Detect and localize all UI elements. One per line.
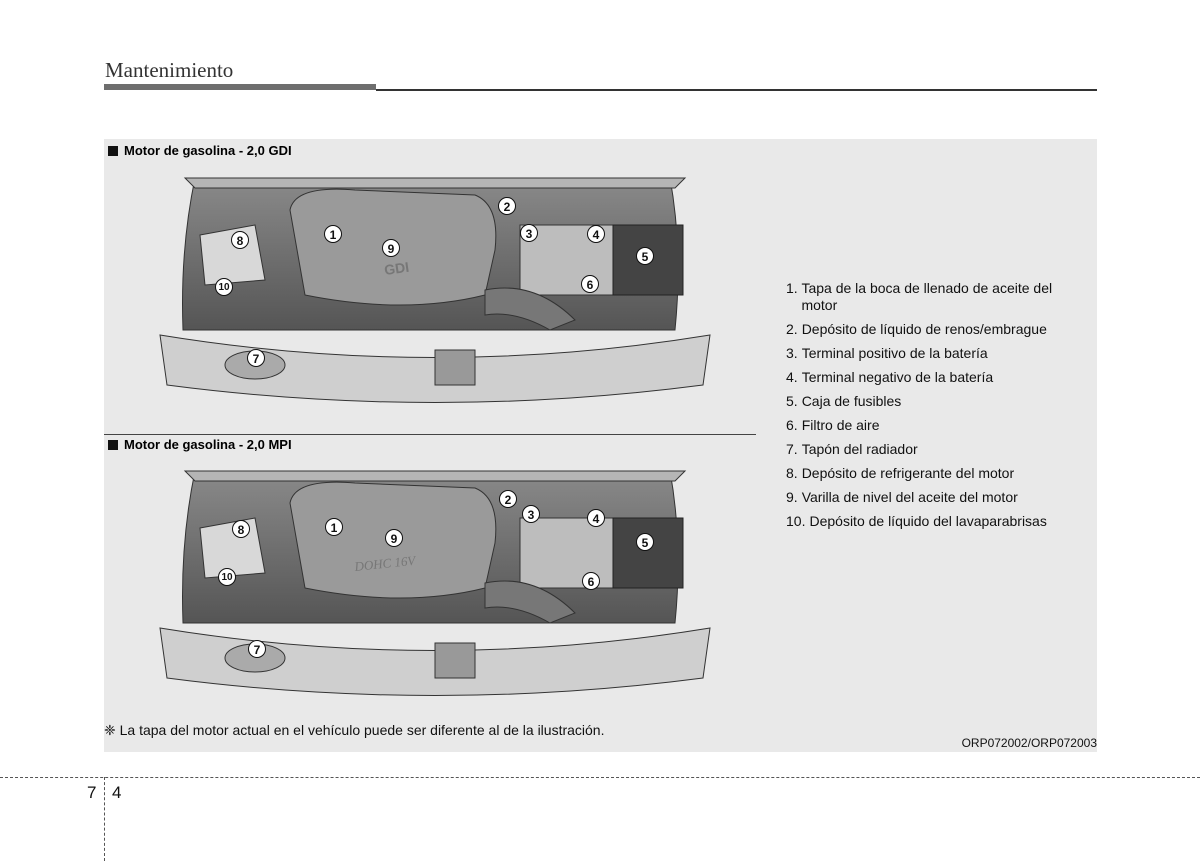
engine-illustration-mpi (155, 463, 715, 703)
title-rule-thin (376, 89, 1097, 91)
legend-item: 7. Tapón del radiador (786, 441, 918, 457)
callout-2: 2 (498, 197, 516, 215)
callout-3: 3 (520, 224, 538, 242)
engine-illustration-gdi (155, 170, 715, 410)
bullet-square-icon (108, 440, 118, 450)
legend-list (786, 280, 1086, 537)
footer-rule (0, 777, 1200, 778)
callout-7: 7 (247, 349, 265, 367)
callout-10: 10 (215, 278, 233, 296)
callout-1: 1 (324, 225, 342, 243)
legend-item: 10. Depósito de líquido del lavaparabrisas (786, 513, 1047, 529)
callout-8: 8 (232, 520, 250, 538)
illustration-footnote: ❈ La tapa del motor actual en el vehículo puede ser diferente al de la ilustración. (104, 722, 605, 738)
callout-1: 1 (325, 518, 343, 536)
legend-item: 9. Varilla de nivel del aceite del motor (786, 489, 1018, 505)
section-title: Mantenimiento (105, 58, 234, 82)
footer-rule-vertical (104, 777, 105, 861)
engine-divider (104, 434, 756, 435)
callout-5: 5 (636, 247, 654, 265)
callout-6: 6 (582, 572, 600, 590)
bullet-square-icon (108, 146, 118, 156)
legend-item: 2. Depósito de líquido de renos/embrague (786, 321, 1047, 337)
chapter-number: 7 (87, 783, 97, 802)
legend-item: 4. Terminal negativo de la batería (786, 369, 994, 385)
callout-9: 9 (385, 529, 403, 547)
callout-5: 5 (636, 533, 654, 551)
engine-cover-text: DOHC 16V (353, 552, 417, 574)
title-rule (104, 84, 376, 90)
callout-10: 10 (218, 568, 236, 586)
page-number: 4 (112, 783, 122, 802)
callout-8: 8 (231, 231, 249, 249)
legend-item: 8. Depósito de refrigerante del motor (786, 465, 1015, 481)
engine-heading-gdi: Motor de gasolina - 2,0 GDI (108, 143, 292, 158)
callout-6: 6 (581, 275, 599, 293)
legend-item: 5. Caja de fusibles (786, 393, 902, 409)
callout-7: 7 (248, 640, 266, 658)
legend-item: 3. Terminal positivo de la batería (786, 345, 988, 361)
callout-3: 3 (522, 505, 540, 523)
engine-heading-mpi: Motor de gasolina - 2,0 MPI (108, 437, 292, 452)
callout-4: 4 (587, 225, 605, 243)
figure-code: ORP072002/ORP072003 (961, 736, 1097, 750)
legend-item: 6. Filtro de aire (786, 417, 880, 433)
callout-9: 9 (382, 239, 400, 257)
engine-cover-text: GDI (383, 258, 411, 278)
callout-4: 4 (587, 509, 605, 527)
legend-item: 1. Tapa de la boca de llenado de aceite del motor (786, 280, 1053, 313)
callout-2: 2 (499, 490, 517, 508)
